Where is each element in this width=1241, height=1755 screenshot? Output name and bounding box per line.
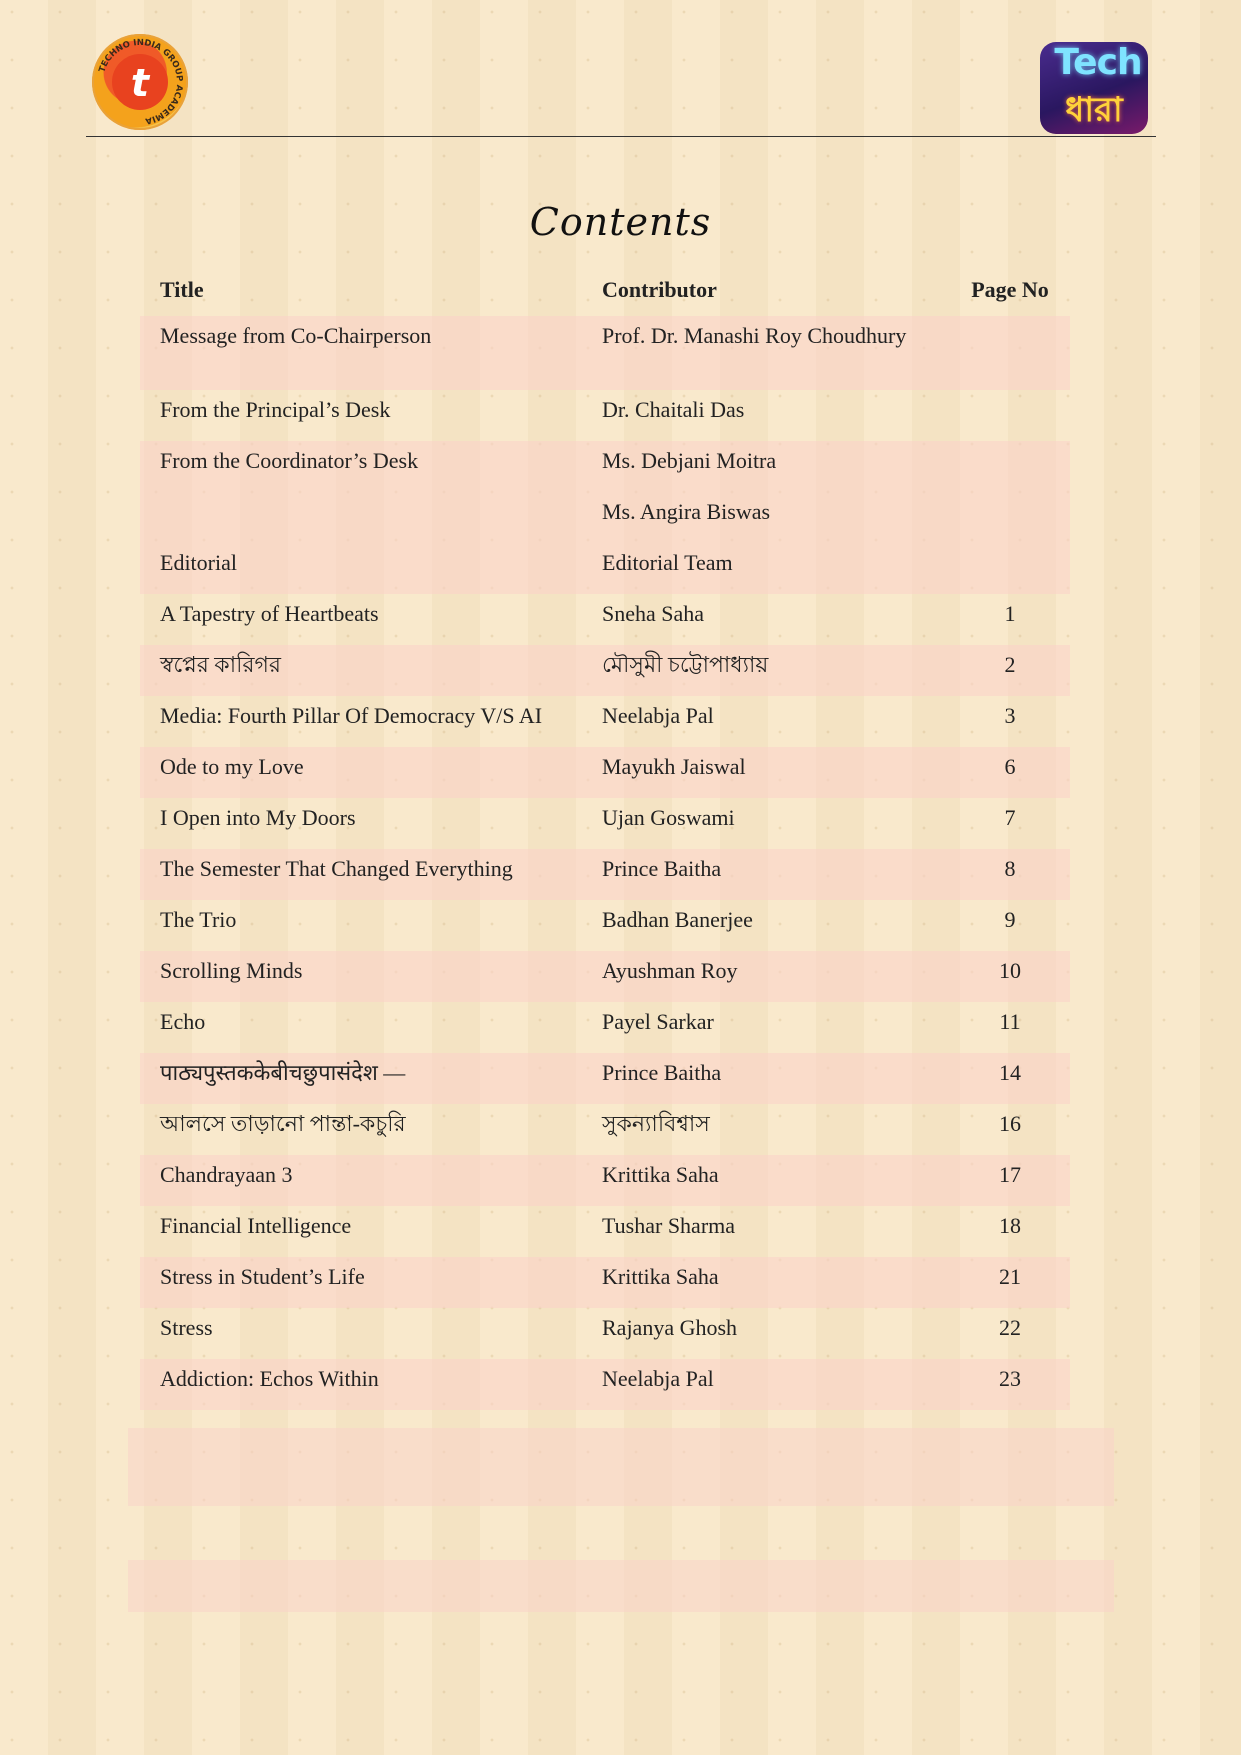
techno-india-emblem-icon (92, 34, 188, 130)
table-row (140, 1257, 1070, 1308)
column-header-page: Page No (971, 277, 1049, 302)
entry-contributor: Prince Baitha (582, 849, 950, 900)
table-row (140, 594, 1070, 645)
entry-contributor: Editorial Team (582, 543, 950, 594)
entry-title: Media: Fourth Pillar Of Democracy V/S AI (160, 703, 543, 728)
entry-title: Editorial (140, 543, 582, 594)
entry-title: From the Coordinator’s Desk (140, 441, 582, 492)
empty-shaded-band (128, 1560, 1114, 1612)
entry-title: Message from Co-Chairperson (140, 316, 582, 390)
entry-contributor: Prof. Dr. Manashi Roy Choudhury (582, 316, 950, 390)
entry-contributor: Tushar Sharma (602, 1213, 736, 1238)
entry-title: The Semester That Changed Everything (140, 849, 582, 900)
entry-contributor: Ujan Goswami (602, 805, 735, 830)
contents-rows (140, 316, 1070, 1410)
entry-title: Stress (160, 1315, 213, 1340)
table-row (140, 900, 1070, 951)
entry-contributor: Dr. Chaitali Das (602, 397, 745, 422)
entry-title: Chandrayaan 3 (140, 1155, 582, 1206)
entry-title: Scrolling Minds (140, 951, 582, 1002)
column-header-title: Title (160, 277, 204, 302)
entry-page: 16 (999, 1111, 1021, 1136)
entry-page: 1 (1004, 601, 1016, 626)
entry-page: 18 (999, 1213, 1021, 1238)
table-row (140, 798, 1070, 849)
entry-contributor: Neelabja Pal (602, 703, 714, 728)
column-header-contributor: Contributor (602, 277, 717, 302)
table-row (140, 390, 1070, 441)
entry-page: 3 (1004, 703, 1016, 728)
entry-title: Addiction: Echos Within (140, 1359, 582, 1410)
entry-page (950, 543, 1070, 594)
table-row (140, 316, 1070, 390)
entry-title: স্বপ্নের কারিগর (140, 645, 582, 696)
table-row (140, 1104, 1070, 1155)
entry-title (140, 492, 582, 543)
table-row (140, 1359, 1070, 1410)
empty-shaded-band (128, 1428, 1114, 1506)
entry-contributor: মৌসুমী চট্টোপাধ্যায় (582, 645, 950, 696)
entry-page: 23 (950, 1359, 1070, 1410)
table-row (140, 543, 1070, 594)
entry-title: From the Principal’s Desk (160, 397, 391, 422)
table-row (140, 849, 1070, 900)
table-row (140, 951, 1070, 1002)
entry-page: 21 (950, 1257, 1070, 1308)
table-row (140, 645, 1070, 696)
entry-page (950, 316, 1070, 390)
entry-page: 9 (1004, 907, 1016, 932)
entry-page: 2 (950, 645, 1070, 696)
entry-title: Financial Intelligence (160, 1213, 352, 1238)
entry-contributor: Badhan Banerjee (602, 907, 753, 932)
entry-title: Stress in Student’s Life (140, 1257, 582, 1308)
svg-text:t: t (130, 61, 150, 105)
entry-title: A Tapestry of Heartbeats (160, 601, 379, 626)
entry-contributor: সুকন্যাবিশ্বাস (602, 1111, 710, 1136)
entry-page: 10 (950, 951, 1070, 1002)
entry-page: 22 (999, 1315, 1021, 1340)
entry-title: আলসে তাড়ানো পান্তা-কচুরি (160, 1111, 406, 1136)
table-row (140, 1155, 1070, 1206)
entry-title: I Open into My Doors (160, 805, 356, 830)
entry-contributor: Ms. Debjani Moitra (582, 441, 950, 492)
table-row (140, 492, 1070, 543)
entry-page: 11 (999, 1009, 1021, 1034)
entry-contributor: Ayushman Roy (582, 951, 950, 1002)
entry-page: 7 (1004, 805, 1016, 830)
emblem-ring-text: TECHNO INDIA GROUP ACADEMIA (97, 37, 185, 126)
entry-contributor: Mayukh Jaiswal (582, 747, 950, 798)
entry-page (950, 492, 1070, 543)
table-row (140, 1002, 1070, 1053)
entry-title: पाठ्यपुस्तककेबीचछुपासंदेश — (140, 1053, 582, 1104)
entry-page: 14 (950, 1053, 1070, 1104)
entry-contributor: Neelabja Pal (582, 1359, 950, 1410)
entry-page: 6 (950, 747, 1070, 798)
entry-contributor: Prince Baitha (582, 1053, 950, 1104)
table-row (140, 747, 1070, 798)
entry-title: Echo (160, 1009, 206, 1034)
page-title: Contents (529, 200, 712, 244)
table-row (140, 1308, 1070, 1359)
entry-contributor: Payel Sarkar (602, 1009, 714, 1034)
entry-title: Ode to my Love (140, 747, 582, 798)
header-divider (86, 136, 1156, 137)
table-row (140, 696, 1070, 747)
table-row (140, 1206, 1070, 1257)
entry-page: 17 (950, 1155, 1070, 1206)
entry-contributor: Krittika Saha (582, 1155, 950, 1206)
logo-word-dhara: ধারা (1065, 90, 1123, 130)
entry-contributor: Ms. Angira Biswas (582, 492, 950, 543)
entry-page: 8 (950, 849, 1070, 900)
table-row (140, 441, 1070, 492)
table-row (140, 1053, 1070, 1104)
entry-title: The Trio (160, 907, 237, 932)
logo-word-tech: Tech (1054, 42, 1142, 83)
entry-contributor: Krittika Saha (582, 1257, 950, 1308)
techdhara-logo-icon (1040, 42, 1148, 134)
entry-page (950, 441, 1070, 492)
table-header-row (140, 264, 1070, 316)
entry-contributor: Sneha Saha (602, 601, 705, 626)
contents-table (140, 264, 1070, 1410)
entry-page (950, 390, 1070, 441)
emblem-graphic (92, 34, 188, 130)
entry-contributor: Rajanya Ghosh (602, 1315, 738, 1340)
